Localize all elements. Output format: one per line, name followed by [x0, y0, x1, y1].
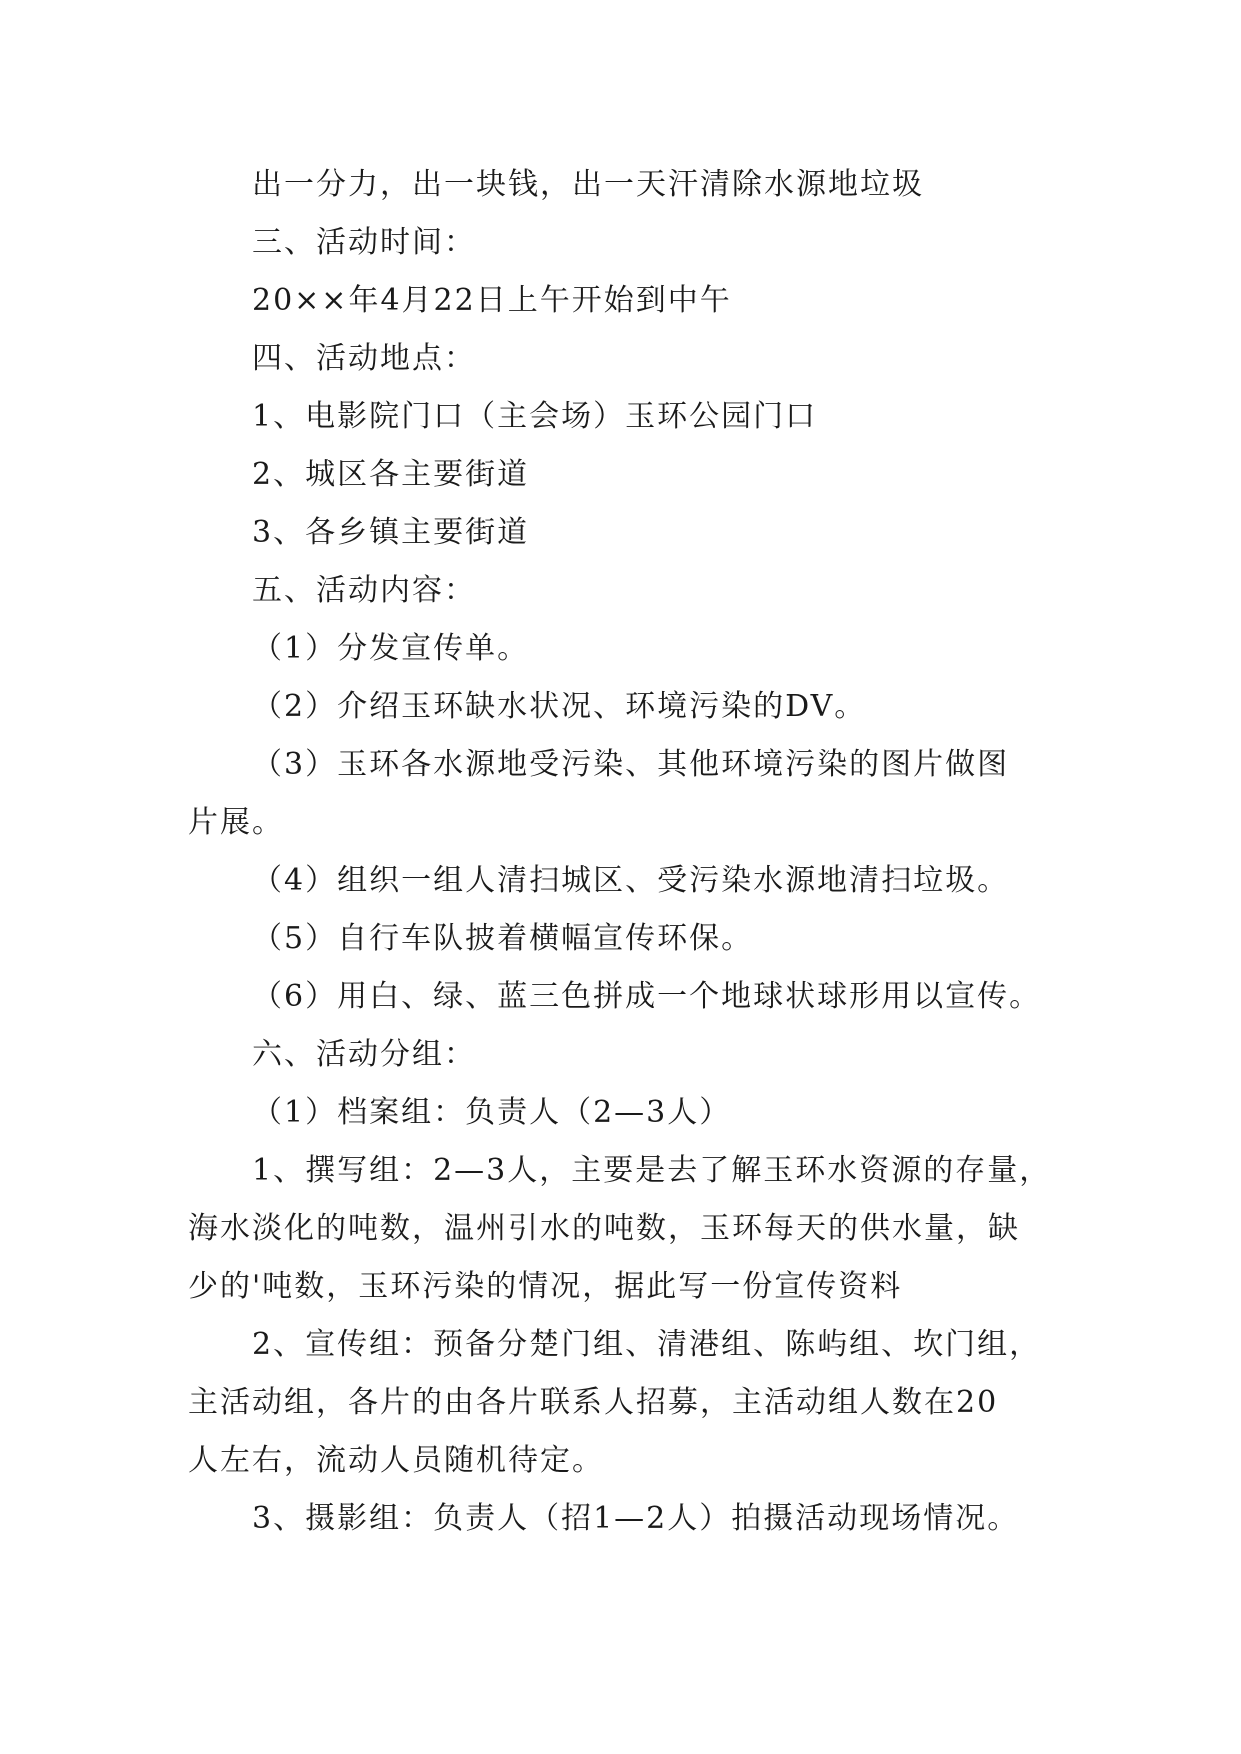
list-item-content-2: （2）介绍玉环缺水状况、环境污染的DV。	[252, 689, 867, 724]
list-item-content-3-continued: 片展。	[188, 805, 284, 840]
list-item-location-1: 1、电影院门口（主会场）玉环公园门口	[252, 399, 818, 434]
list-item-content-3: （3）玉环各水源地受污染、其他环境污染的图片做图	[252, 747, 1010, 782]
list-item-writing-group: 1、撰写组：2—3人，主要是去了解玉环水资源的存量，	[252, 1153, 1052, 1188]
list-item-writing-group-line-3: 少的'吨数，玉环污染的情况，据此写一份宣传资料	[188, 1269, 903, 1304]
paragraph-activity-date: 20××年4月22日上午开始到中午	[252, 283, 732, 318]
list-item-content-6: （6）用白、绿、蓝三色拼成一个地球状球形用以宣传。	[252, 979, 1042, 1014]
list-item-publicity-group-line-2: 主活动组，各片的由各片联系人招募，主活动组人数在20	[188, 1385, 999, 1420]
list-item-location-3: 3、各乡镇主要街道	[252, 515, 530, 550]
list-item-content-4: （4）组织一组人清扫城区、受污染水源地清扫垃圾。	[252, 863, 1010, 898]
heading-activity-location: 四、活动地点：	[252, 341, 476, 376]
heading-activity-content: 五、活动内容：	[252, 573, 476, 608]
list-item-publicity-group: 2、宣传组：预备分楚门组、清港组、陈屿组、坎门组，	[252, 1327, 1042, 1362]
list-item-photo-group: 3、摄影组：负责人（招1—2人）拍摄活动现场情况。	[252, 1501, 1020, 1536]
heading-activity-time: 三、活动时间：	[252, 225, 476, 260]
list-item-content-1: （1）分发宣传单。	[252, 631, 530, 666]
list-item-publicity-group-line-3: 人左右，流动人员随机待定。	[188, 1443, 604, 1478]
list-item-group-archive: （1）档案组：负责人（2—3人）	[252, 1095, 732, 1130]
paragraph-slogan: 出一分力，出一块钱，出一天汗清除水源地垃圾	[252, 167, 924, 202]
list-item-writing-group-line-2: 海水淡化的吨数，温州引水的吨数，玉环每天的供水量，缺	[188, 1211, 1020, 1246]
list-item-location-2: 2、城区各主要街道	[252, 457, 530, 492]
list-item-content-5: （5）自行车队披着横幅宣传环保。	[252, 921, 754, 956]
document-body	[188, 156, 1078, 1548]
heading-activity-groups: 六、活动分组：	[252, 1037, 476, 1072]
